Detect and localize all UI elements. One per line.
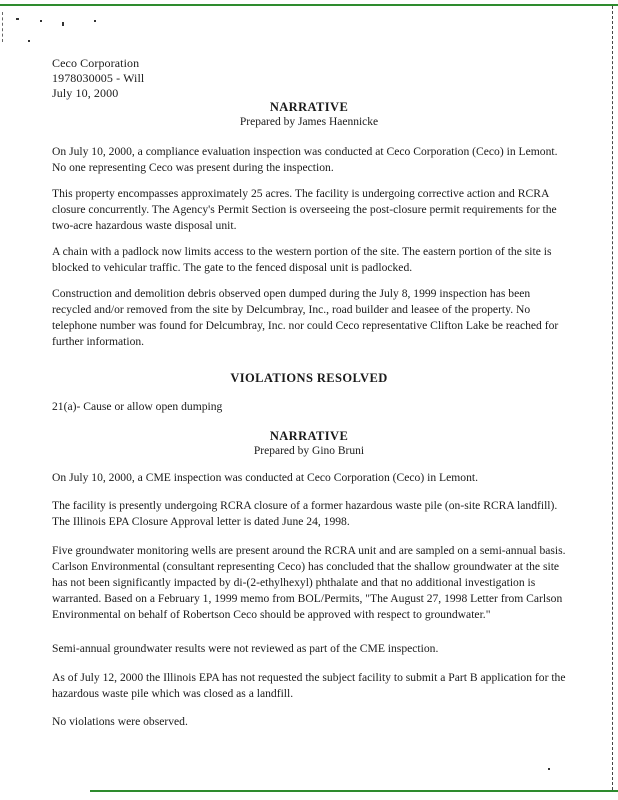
narrative-1-paragraph-2: This property encompasses approximately 25 acres. The facility is undergoing corrective action and RCRA closure concurrently. The Agency's Permit Section is overseeing the post-closure permit requirements for the two-acre hazardous waste disposal unit. — [52, 187, 557, 232]
scan-speck — [16, 18, 19, 20]
scan-speck — [94, 20, 96, 22]
scan-speck — [62, 22, 64, 26]
violations-resolved-title: VIOLATIONS RESOLVED — [230, 371, 388, 385]
violation-item: 21(a)- Cause or allow open dumping — [52, 400, 223, 413]
narrative-1-paragraph-1: On July 10, 2000, a compliance evaluation inspection was conducted at Ceco Corporation (Ceco) in Lemont. No one representing Ceco was present during the inspection. — [52, 145, 558, 174]
scan-speck — [28, 40, 30, 42]
narrative-2-paragraph-6: No violations were observed. — [52, 715, 188, 728]
narrative-2-paragraph-2: The facility is presently undergoing RCRA closure of a former hazardous waste pile (on-site RCRA landfill). The Illinois EPA Closure Approval letter is dated June 24, 1998. — [52, 499, 558, 528]
narrative-title-1: NARRATIVE — [269, 100, 349, 114]
company-name: Ceco Corporation — [52, 56, 140, 70]
scan-speck — [40, 20, 42, 22]
report-date: July 10, 2000 — [52, 86, 119, 100]
scan-border-bottom — [90, 790, 618, 792]
scan-speck — [548, 768, 550, 770]
narrative-2-paragraph-5: As of July 12, 2000 the Illinois EPA has not requested the subject facility to submit a Part B application for the hazardous waste pile which was closed as a landfill. — [52, 671, 566, 700]
narrative-1-paragraph-4: Construction and demolition debris observed open dumped during the July 8, 1999 inspection has been recycled and/or removed from the site by Delcumbray, Inc., road builder and leasee of the property. No telephone number was found for Delcumbray, Inc. nor could Ceco representative Clifton Lake be reached for further information. — [52, 287, 559, 348]
narrative-2-paragraph-4: Semi-annual groundwater results were not reviewed as part of the CME inspection. — [52, 642, 439, 655]
narrative-2-paragraph-1: On July 10, 2000, a CME inspection was conducted at Ceco Corporation (Ceco) in Lemont. — [52, 471, 478, 484]
narrative-1-paragraph-3: A chain with a padlock now limits access to the western portion of the site. The eastern portion of the site is blocked to vehicular traffic. The gate to the fenced disposal unit is padlocked. — [52, 245, 552, 274]
narrative-2-paragraph-3: Five groundwater monitoring wells are present around the RCRA unit and are sampled on a semi-annual basis. Carlson Environmental (consultant representing Ceco) has concluded that the shallow groundwater at the site has not been significantly impacted by di-(2-ethylhexyl) phthalate and that no additional investigation is warranted. Based on a February 1, 1999 memo from BOL/Permits, "The August 27, 1998 Letter from Carlson Environmental on behalf of Robertson Ceco should be approved with respect to groundwater." — [52, 544, 566, 621]
narrative-author-2: Prepared by Gino Bruni — [253, 445, 365, 457]
narrative-author-1: Prepared by James Haennicke — [239, 116, 379, 128]
scan-edge-left — [2, 12, 4, 42]
scan-border-top — [0, 4, 618, 6]
file-id: 1978030005 - Will — [52, 71, 145, 85]
narrative-title-2: NARRATIVE — [269, 429, 349, 443]
